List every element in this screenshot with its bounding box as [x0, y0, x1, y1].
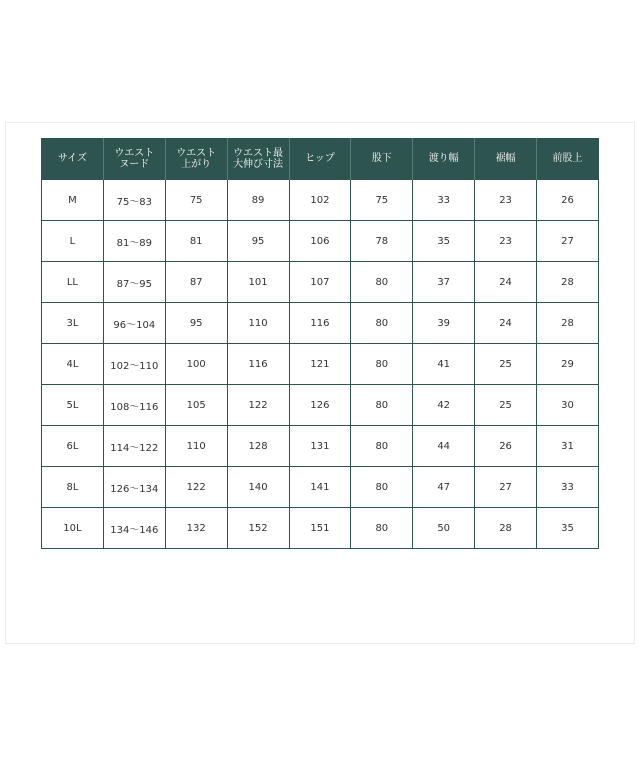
cell-waist-max-stretch: 122 [227, 385, 289, 426]
table-row [42, 221, 599, 262]
cell-waist-finished: 110 [165, 426, 227, 467]
cell-thigh-width: 42 [413, 385, 475, 426]
cell-thigh-width: 39 [413, 303, 475, 344]
cell-waist-nude: 87〜95 [103, 262, 165, 303]
cell-hip: 107 [289, 262, 351, 303]
cell-size: LL [42, 262, 104, 303]
cell-waist-max-stretch: 89 [227, 180, 289, 221]
header-hip: ヒップ [289, 138, 351, 180]
cell-front-rise: 29 [537, 344, 599, 385]
table-row [42, 344, 599, 385]
cell-hip: 131 [289, 426, 351, 467]
cell-inseam: 80 [351, 303, 413, 344]
cell-size: 8L [42, 467, 104, 508]
cell-waist-nude: 108〜116 [103, 385, 165, 426]
cell-front-rise: 35 [537, 508, 599, 549]
cell-size: 3L [42, 303, 104, 344]
cell-front-rise: 28 [537, 303, 599, 344]
cell-waist-max-stretch: 140 [227, 467, 289, 508]
cell-size: 5L [42, 385, 104, 426]
size-table [41, 138, 599, 549]
cell-waist-max-stretch: 152 [227, 508, 289, 549]
cell-hem-width: 26 [475, 426, 537, 467]
cell-waist-finished: 100 [165, 344, 227, 385]
cell-hip: 126 [289, 385, 351, 426]
cell-waist-nude: 102〜110 [103, 344, 165, 385]
header-inseam: 股下 [351, 138, 413, 180]
cell-waist-max-stretch: 101 [227, 262, 289, 303]
cell-hip: 151 [289, 508, 351, 549]
cell-hip: 106 [289, 221, 351, 262]
cell-waist-nude: 81〜89 [103, 221, 165, 262]
cell-hip: 141 [289, 467, 351, 508]
table-row [42, 303, 599, 344]
cell-thigh-width: 50 [413, 508, 475, 549]
header-waist-nude: ウエスト ヌード [103, 138, 165, 180]
cell-hem-width: 27 [475, 467, 537, 508]
cell-waist-finished: 95 [165, 303, 227, 344]
header-row [42, 138, 599, 180]
cell-size: 10L [42, 508, 104, 549]
cell-front-rise: 26 [537, 180, 599, 221]
cell-size: 4L [42, 344, 104, 385]
cell-waist-max-stretch: 110 [227, 303, 289, 344]
header-thigh-width: 渡り幅 [413, 138, 475, 180]
table-row [42, 262, 599, 303]
cell-front-rise: 28 [537, 262, 599, 303]
cell-waist-max-stretch: 95 [227, 221, 289, 262]
cell-front-rise: 31 [537, 426, 599, 467]
cell-waist-nude: 126〜134 [103, 467, 165, 508]
cell-inseam: 80 [351, 344, 413, 385]
cell-front-rise: 33 [537, 467, 599, 508]
size-table-header [42, 138, 599, 180]
cell-thigh-width: 37 [413, 262, 475, 303]
cell-hem-width: 23 [475, 180, 537, 221]
cell-inseam: 80 [351, 262, 413, 303]
cell-hem-width: 24 [475, 262, 537, 303]
cell-waist-finished: 122 [165, 467, 227, 508]
cell-size: L [42, 221, 104, 262]
cell-waist-max-stretch: 128 [227, 426, 289, 467]
cell-waist-finished: 132 [165, 508, 227, 549]
cell-thigh-width: 41 [413, 344, 475, 385]
cell-thigh-width: 47 [413, 467, 475, 508]
cell-waist-nude: 134〜146 [103, 508, 165, 549]
cell-waist-nude: 114〜122 [103, 426, 165, 467]
cell-hem-width: 25 [475, 344, 537, 385]
cell-inseam: 80 [351, 467, 413, 508]
header-waist-finished: ウエスト 上がり [165, 138, 227, 180]
cell-waist-finished: 75 [165, 180, 227, 221]
table-row [42, 467, 599, 508]
cell-thigh-width: 33 [413, 180, 475, 221]
cell-size: 6L [42, 426, 104, 467]
cell-hem-width: 25 [475, 385, 537, 426]
table-row [42, 385, 599, 426]
cell-inseam: 75 [351, 180, 413, 221]
cell-front-rise: 30 [537, 385, 599, 426]
cell-waist-nude: 75〜83 [103, 180, 165, 221]
cell-inseam: 80 [351, 426, 413, 467]
size-table-body [42, 180, 599, 549]
cell-front-rise: 27 [537, 221, 599, 262]
cell-waist-nude: 96〜104 [103, 303, 165, 344]
cell-hip: 102 [289, 180, 351, 221]
table-row [42, 180, 599, 221]
cell-size: M [42, 180, 104, 221]
cell-inseam: 78 [351, 221, 413, 262]
cell-waist-max-stretch: 116 [227, 344, 289, 385]
table-row [42, 426, 599, 467]
cell-hip: 116 [289, 303, 351, 344]
cell-hem-width: 23 [475, 221, 537, 262]
header-front-rise: 前股上 [537, 138, 599, 180]
header-waist-max-stretch: ウエスト最 大伸び寸法 [227, 138, 289, 180]
cell-inseam: 80 [351, 385, 413, 426]
cell-thigh-width: 44 [413, 426, 475, 467]
cell-waist-finished: 105 [165, 385, 227, 426]
cell-waist-finished: 87 [165, 262, 227, 303]
header-hem-width: 裾幅 [475, 138, 537, 180]
cell-inseam: 80 [351, 508, 413, 549]
cell-waist-finished: 81 [165, 221, 227, 262]
cell-hem-width: 24 [475, 303, 537, 344]
header-size: サイズ [42, 138, 104, 180]
cell-hem-width: 28 [475, 508, 537, 549]
cell-hip: 121 [289, 344, 351, 385]
table-row [42, 508, 599, 549]
cell-thigh-width: 35 [413, 221, 475, 262]
